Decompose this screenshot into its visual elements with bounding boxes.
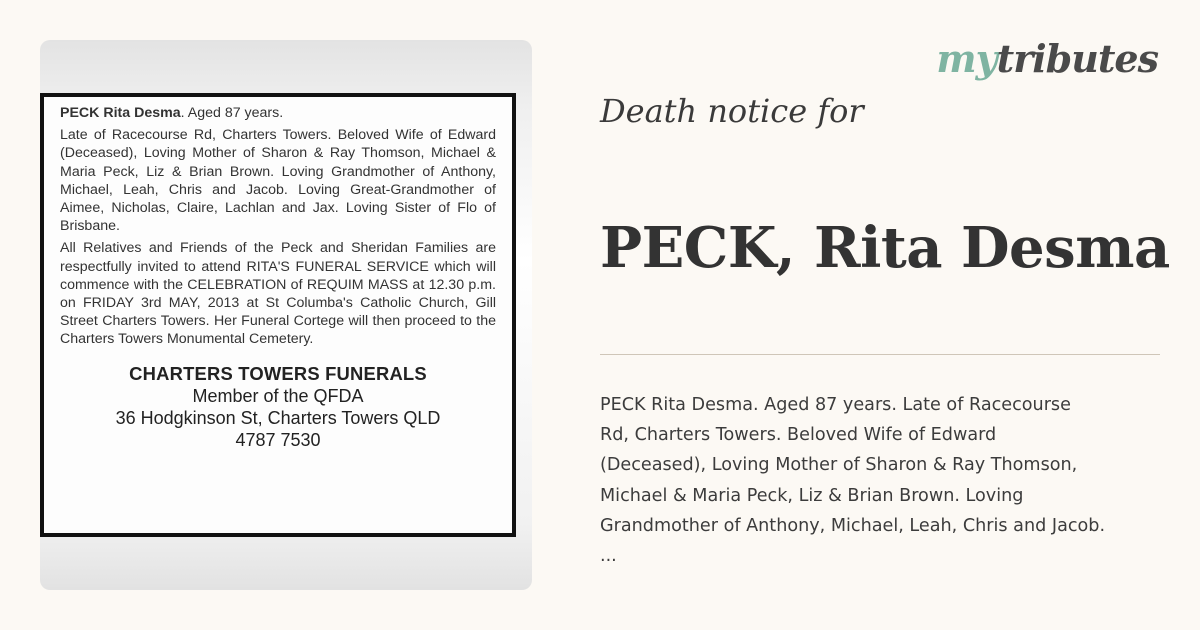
funeral-address: 36 Hodgkinson St, Charters Towers QLD <box>115 407 441 428</box>
funeral-firm: CHARTERS TOWERS FUNERALS <box>129 362 427 384</box>
funeral-membership: Member of the QFDA <box>192 385 364 406</box>
notice-paragraph-family: Late of Racecourse Rd, Charters Towers. Beloved Wife of Edward (Deceased), Loving Mother of Sharon & Ray Thomson, Michael & Maria Peck, Liz & Brian Brown. Loving Grandmother of Anthony, Michael, Leah, Chris and Jacob. Loving Great-Grandmother of Aimee, Nicholas, Claire, Lachlan and Jax. Loving Sister of Flo of Brisbane. <box>60 127 496 235</box>
mytributes-logo[interactable] <box>936 36 1158 81</box>
newspaper-clipping <box>40 93 516 537</box>
deceased-name: PECK, Rita Desma <box>600 215 1170 281</box>
notice-name: PECK Rita Desma <box>60 105 181 121</box>
notice-paragraph-service: All Relatives and Friends of the Peck and Sheridan Families are respectfully invited to attend RITA'S FUNERAL SERVICE which will commence with the CELEBRATION of REQUIM MASS at 12.30 p.m. on FRIDAY 3rd MAY, 2013 at St Columba's Catholic Church, Gill Street Charters Towers. Her Funeral Cortege will then proceed to the Charters Towers Monumental Cemetery. <box>60 240 496 348</box>
notice-summary: PECK Rita Desma. Aged 87 years. Late of Racecourse Rd, Charters Towers. Beloved Wife of Edward (Deceased), Loving Mother of Sharon & Ray Thomson, Michael & Maria Peck, Liz & Brian Brown. Loving Grandmother of Anthony, Michael, Leah, Chris and Jacob. ... <box>600 395 1106 567</box>
logo-my: my <box>936 36 997 81</box>
divider <box>600 354 1160 355</box>
heading-label: Death notice for <box>600 92 864 130</box>
notice-first-line <box>60 104 496 122</box>
notice-age: . Aged 87 years. <box>180 105 284 121</box>
funeral-phone: 4787 7530 <box>235 429 321 450</box>
funeral-director-block <box>60 363 496 451</box>
logo-tributes: tributes <box>996 36 1158 81</box>
